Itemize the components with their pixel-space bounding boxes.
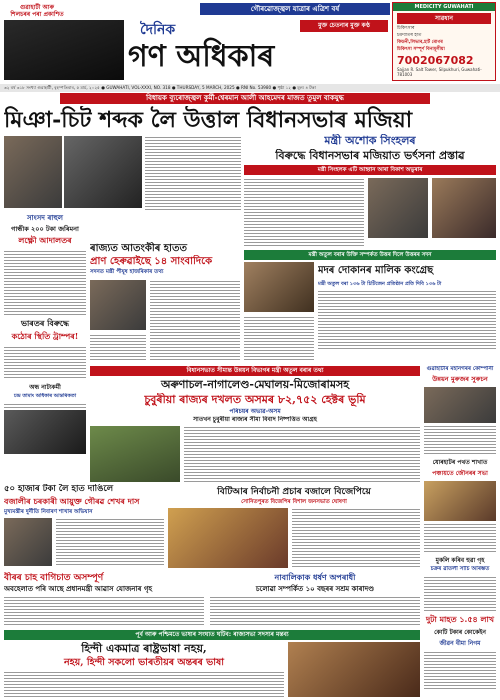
border-photo (90, 426, 180, 482)
border-h2: চুবুৰীয়া ৰাজ্যৰ দখলত অসমৰ ৮২,৭৫২ হেক্টৰ ভূমি (144, 393, 366, 406)
mid-story (90, 242, 240, 362)
bottom-h5: হিন্দী একমাত্ৰ ৰাষ্ট্ৰভাষা নহয়, (81, 642, 207, 655)
bottom-body-3 (4, 671, 284, 697)
right-h1: মদৰ দোকানৰ মালিক কংগ্ৰেছ (318, 265, 434, 276)
lead-photo-right-1 (368, 178, 428, 238)
ad-line1: চিকিৎসাৰ (397, 26, 415, 31)
bottom-h3: নাবালিকাক ধৰ্ষণ অপৰাধী (274, 572, 356, 582)
left-lower-h2: বজালীৰ চৰকাৰী আয়ুক্ত গৌৰৱ শেখৰ দাস (4, 496, 140, 506)
lead-headline: মিঞা-চিট শব্দক লৈ উত্তাল বিধানসভাৰ মজিয়া (4, 107, 413, 133)
rl-h5: মুকলি কৰিব হুৱা গৃহ (435, 557, 485, 564)
ad-line2: চক্ৰবাতৰ হাত (397, 33, 422, 38)
left-h6: অন্ধ নাট্যকৰ্মী (29, 384, 61, 391)
bottom-h6: নহয়, হিন্দী সকলো ভাৰতীয়ৰ অন্তৰৰ ভাষা (64, 657, 224, 668)
left-lower-h1: ৫০ হাজাৰ টকা লৈ হাত দাঙিলে (4, 484, 114, 494)
bottom-body-right (210, 596, 420, 626)
left-lower-body (56, 518, 164, 566)
border-bar: বিধানসভাত সীমান্ত উন্নয়ন বিভাগৰ মন্ত্ৰী অতুল বৰাৰ তথ্য (90, 366, 420, 376)
masthead-title: গণ অধিকাৰ (128, 39, 275, 74)
rl-h1: গুৱাহাটীৰ মহানগৰৰ কোম্পানী (426, 366, 494, 372)
masthead-tagline-1: গুৱাহাটী আৰু (19, 4, 55, 11)
left-h5: কঠোৰ স্থিতি ট্ৰাম্পৰ! (11, 331, 79, 341)
bottom-h2: অবহেলাত পৰি আছে প্ৰধানমন্ত্ৰী আৱাস যোজনাৰ গৃহ (4, 584, 153, 593)
left-h3: লক্ষ্ণৌ আদালতৰ (18, 235, 72, 245)
right-lower-column (424, 366, 496, 700)
left-h7: চন্দ্ৰ তামাং অধিকাৰ আন্তৰিকতা (13, 393, 77, 399)
lead-body-text (145, 136, 241, 211)
left-lower-h3: মুখ্যমন্ত্ৰীৰ দুৰ্নীতি নিবাৰণ শাখাৰ অভিযান (4, 509, 93, 515)
center-lower-photo (168, 508, 288, 568)
right-h2: মন্ত্ৰী অতুল বৰা ১৩৬ টা চিটিজেন প্ৰতিষ্ঠান প্ৰতি দিবি ১৩৬ টা (318, 281, 442, 287)
right-body-2 (244, 316, 314, 362)
rl-h3: যোৰহাটৰ পথত শাখাত (432, 459, 488, 466)
rl-photo-1 (424, 387, 496, 423)
left-body-2 (4, 346, 86, 380)
center-lower-h1: বিটিআৰ নিৰ্বাচনী প্ৰচাৰ বজালে বিজেপিয়ে (217, 487, 371, 497)
left-h1: সাংসদ ৰাহুল (26, 213, 64, 222)
right-strip: মন্ত্ৰী অতুল বৰাৰ উক্তি সম্পৰ্কত উত্তৰ দিলে উত্তৰৰ সদন (244, 250, 496, 260)
ad-address: Sajjan R. Salt Tower, Silpukhuri, Guwahati-781003 (397, 67, 482, 77)
rl-body-2 (424, 523, 496, 553)
left-h2: গান্ধীক ২০০ টকা জৰিমনা (11, 225, 79, 233)
rl-body-1 (424, 425, 496, 455)
lead-photo-right-2 (432, 178, 496, 238)
border-body (184, 426, 420, 482)
center-lower-h2: সোনিতপুৰত বিজেপিৰ বিশাল জনসভাত ঘোষণা (241, 499, 347, 505)
lead-body-right (244, 178, 364, 248)
ticker-top: বিধায়ক ব্যুৰোজ্জ্বল কুৰ্মী-শ্বেৰমান আলী আহমেদৰ মাজত তুমুল বাকযুদ্ধ (60, 93, 430, 104)
ad-line4: চিকিৎসা সম্পূৰ্ণ বিনামূলীয়া (397, 47, 445, 52)
rl-body-4 (424, 651, 496, 691)
ad-line3: কিডনী,লিভাৰ,হাৰ্ট ৰোগৰ (397, 40, 443, 45)
rl-h7: দুটা মাহত ১.৫৪ লাখ (425, 614, 495, 624)
ad-top-label: MEDICITY GUWAHATI (393, 3, 495, 11)
rl-photo-2 (424, 481, 496, 521)
lead-sub2: বিৰুদ্ধে বিধানসভাৰ মজিয়াত ভৰ্ৎসনা প্ৰস্তাৱ (275, 149, 465, 162)
masthead-tagline-2: শিলচৰৰ পৰা প্ৰকাশিত (10, 11, 64, 18)
rl-h9: জীৱন বীমা নিগম (439, 640, 481, 647)
rl-h2: উন্নয়ন মুৰুজৰ সুৰুচন (432, 375, 488, 383)
border-h1: অৰুণাচল-নাগালেণ্ড-মেঘালয়-মিজোৰামসহ (160, 378, 350, 391)
left-column (4, 212, 86, 406)
lead-sub3: মন্ত্ৰী সিংহলক এটি আহ্বান আৰা বিকাশ অভুৰাৰ (244, 165, 496, 175)
mid-h3: সদনত মন্ত্ৰী পীযূষ হাজৰিকাৰ তথ্য (90, 269, 164, 275)
mid-body (150, 280, 240, 362)
ad-title: সাৱধান (397, 13, 491, 24)
mid-body-2 (90, 334, 146, 362)
left-body-1 (4, 250, 86, 316)
rl-h8: কোটি টকাৰ কোকেইন (434, 629, 486, 636)
masthead-banner: গৌৰৱোজ্জ্বল যাত্ৰাৰ এত্ৰিশ বৰ্ষ (200, 3, 390, 15)
rl-h6: চক্ৰৰ ৱাতলী সাঁচি আৰম্ভত (430, 566, 490, 572)
issue-line: ৩২ বৰ্ষ ৩১৮ সংখ্যা গুৱাহাটী, বৃহস্পতিবাৰ, ৫ মাৰ্চ, ২০২৫ ● GUWAHATI, VOL-XXXI, NO. 318 ● THURSDAY, 5 MARCH, 2025 ● RNI No. 53980 ● পৃষ্ঠা ১২ ● মূল্য ৪ টকা (0, 84, 500, 92)
lead-photo-left (4, 136, 62, 208)
border-h4: সাতখন চুবুৰীয়া ৰাজ্যৰ সীমা বিবাদ নিষ্পত্তিত আগ্ৰহ (193, 416, 317, 423)
cricket-team-photo (4, 20, 124, 80)
masthead-daily: দৈনিক (140, 22, 176, 38)
lead-photo-center (64, 136, 142, 208)
mid-photo (90, 280, 146, 330)
ad-box[interactable] (392, 2, 496, 81)
mid-h1: ৰাজ্যত আতংকীৰ হাতত (90, 243, 187, 254)
right-body (318, 290, 496, 350)
left-lower-photo-2 (4, 518, 52, 566)
center-lower-body (292, 508, 420, 568)
border-h3: পৰিচয়ৰ অভাৱ-অসম (229, 408, 281, 415)
bottom-photo (288, 642, 420, 697)
bottom-body-left (4, 596, 204, 626)
right-photo (244, 262, 314, 312)
lead-sub1: মন্ত্ৰী অশোক সিংহলৰ (324, 134, 416, 147)
left-h4: ভাৰতৰ বিৰুদ্ধে (21, 318, 69, 328)
rl-body-3 (424, 576, 496, 612)
bottom-h1: বীৰৰ চাহ বাগিচাত অসম্পূৰ্ণ (4, 573, 104, 583)
ad-phone[interactable]: 7002067082 (397, 54, 474, 67)
mid-h2: প্ৰাণ হেৰুৱাইছে ১৪ সাংবাদিকে (90, 256, 213, 267)
rl-h4: পঞ্চায়তে জৌনৰৰ সভা (432, 470, 488, 477)
bottom-strip: পূৰ্ব আৰু পশ্চিমতে ভাষাৰ সংঘাত ঘটিব: ৰাজ্যসভা সদস্যৰ মন্তব্য (4, 630, 420, 640)
masthead-slogan: মুক্ত চেতনাৰ মুক্ত কণ্ঠ (300, 20, 388, 32)
bottom-h4: চলোৱা সম্পৰ্কিত ১০ বছৰৰ সশ্ৰম কাৰাদণ্ড (255, 584, 375, 593)
masthead (0, 0, 500, 82)
left-lower-photo (4, 410, 86, 454)
